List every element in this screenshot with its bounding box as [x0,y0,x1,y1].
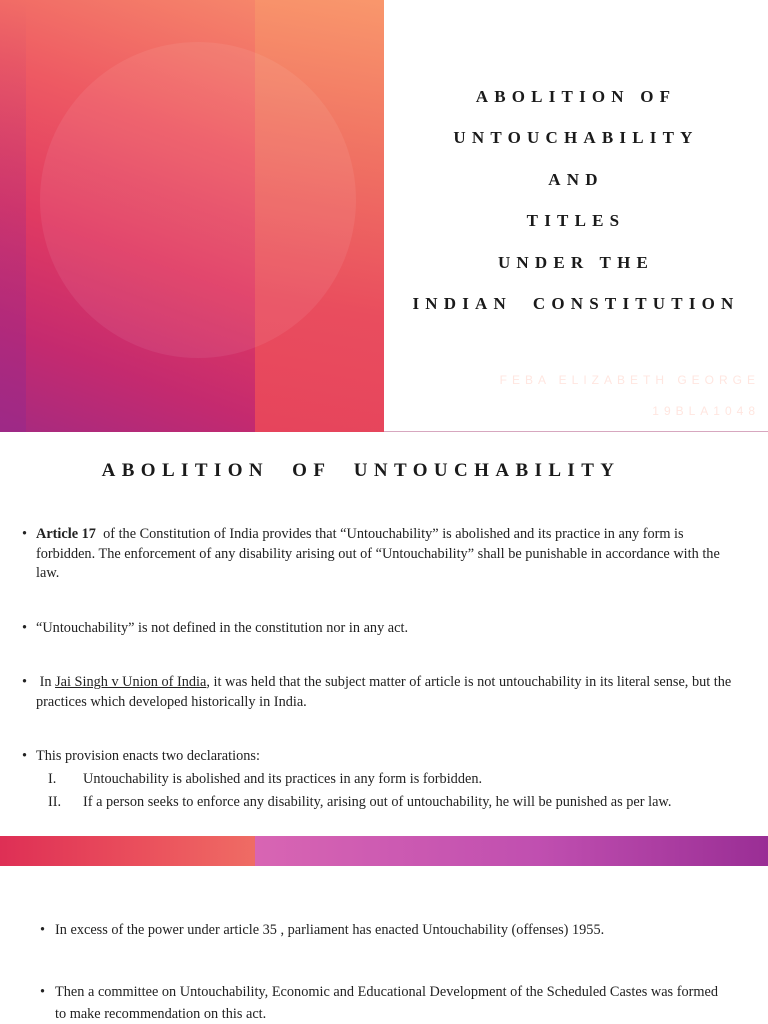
bullet-article-17 [22,525,744,584]
bullet-icon: • [22,620,28,636]
article-label: Article 17 [36,526,96,542]
title-line: AND [548,169,604,189]
slide-title [384,80,768,328]
bullet-text: of the Constitution of India provides that “Untouchability” is abolished and its practice in any form is forbidden. The enforcement of any disability arising out of “Untouchability” shall be punishable in accordance with the law. [36,526,724,581]
bullet-text: , it was held that the subject matter of article is not untouchability in its literal sense, but the practices which developed historically in India. [36,674,732,710]
decorative-band [0,0,26,432]
declaration-item [48,793,748,813]
title-slide [0,0,768,432]
content-slide-abolition [0,432,768,836]
bullet-icon: • [22,526,28,542]
bullet-text: Then a committee on Untouchability, Economic and Educational Development of the Scheduled Castes was formed to make recommendation on this act. [55,984,718,1022]
bullet-icon: • [22,674,28,690]
footer-band-left [0,836,255,866]
declaration-text: Untouchability is abolished and its practices in any form is forbidden. [83,771,483,787]
decorative-circle [40,42,356,358]
title-line: TITLES [526,211,626,231]
author-name: FEBA ELIZABETH GEORGE [499,373,760,387]
bullet-case-law [22,673,744,712]
bullet-committee [40,981,718,1024]
content-slide-legislation [0,866,768,1024]
declaration-number: II. [48,794,62,810]
bullet-icon: • [40,922,46,938]
bullet-not-defined [22,619,744,639]
decorative-footer-band [0,836,768,866]
bullet-declarations [22,747,744,767]
title-line: ABOLITION OF [475,87,677,106]
title-line: UNDER THE [497,252,655,272]
case-name: Jai Singh v Union of India [55,674,207,690]
bullet-icon: • [22,748,28,764]
bullet-text: In [36,674,56,690]
registration-number: 19BLA1048 [652,404,760,418]
title-line: INDIAN CONSTITUTION [412,293,740,313]
bullet-act-1955 [40,919,718,941]
declaration-number: I. [48,771,57,787]
bullet-text: In excess of the power under article 35 , parliament has enacted Untouchability (offenses) 1955. [55,922,605,938]
footer-band-right [255,836,768,866]
bullet-text: “Untouchability” is not defined in the constitution nor in any act. [36,620,409,636]
declaration-text: If a person seeks to enforce any disability, arising out of untouchability, he will be punished as per law. [83,794,672,810]
title-line: UNTOUCHABILITY [453,128,699,148]
bullet-text: This provision enacts two declarations: [36,748,260,764]
bullet-icon: • [40,984,46,1000]
slide-heading: ABOLITION OF UNTOUCHABILITY [101,460,621,481]
declaration-item [48,770,748,790]
decorative-gradient-panel [0,0,384,432]
